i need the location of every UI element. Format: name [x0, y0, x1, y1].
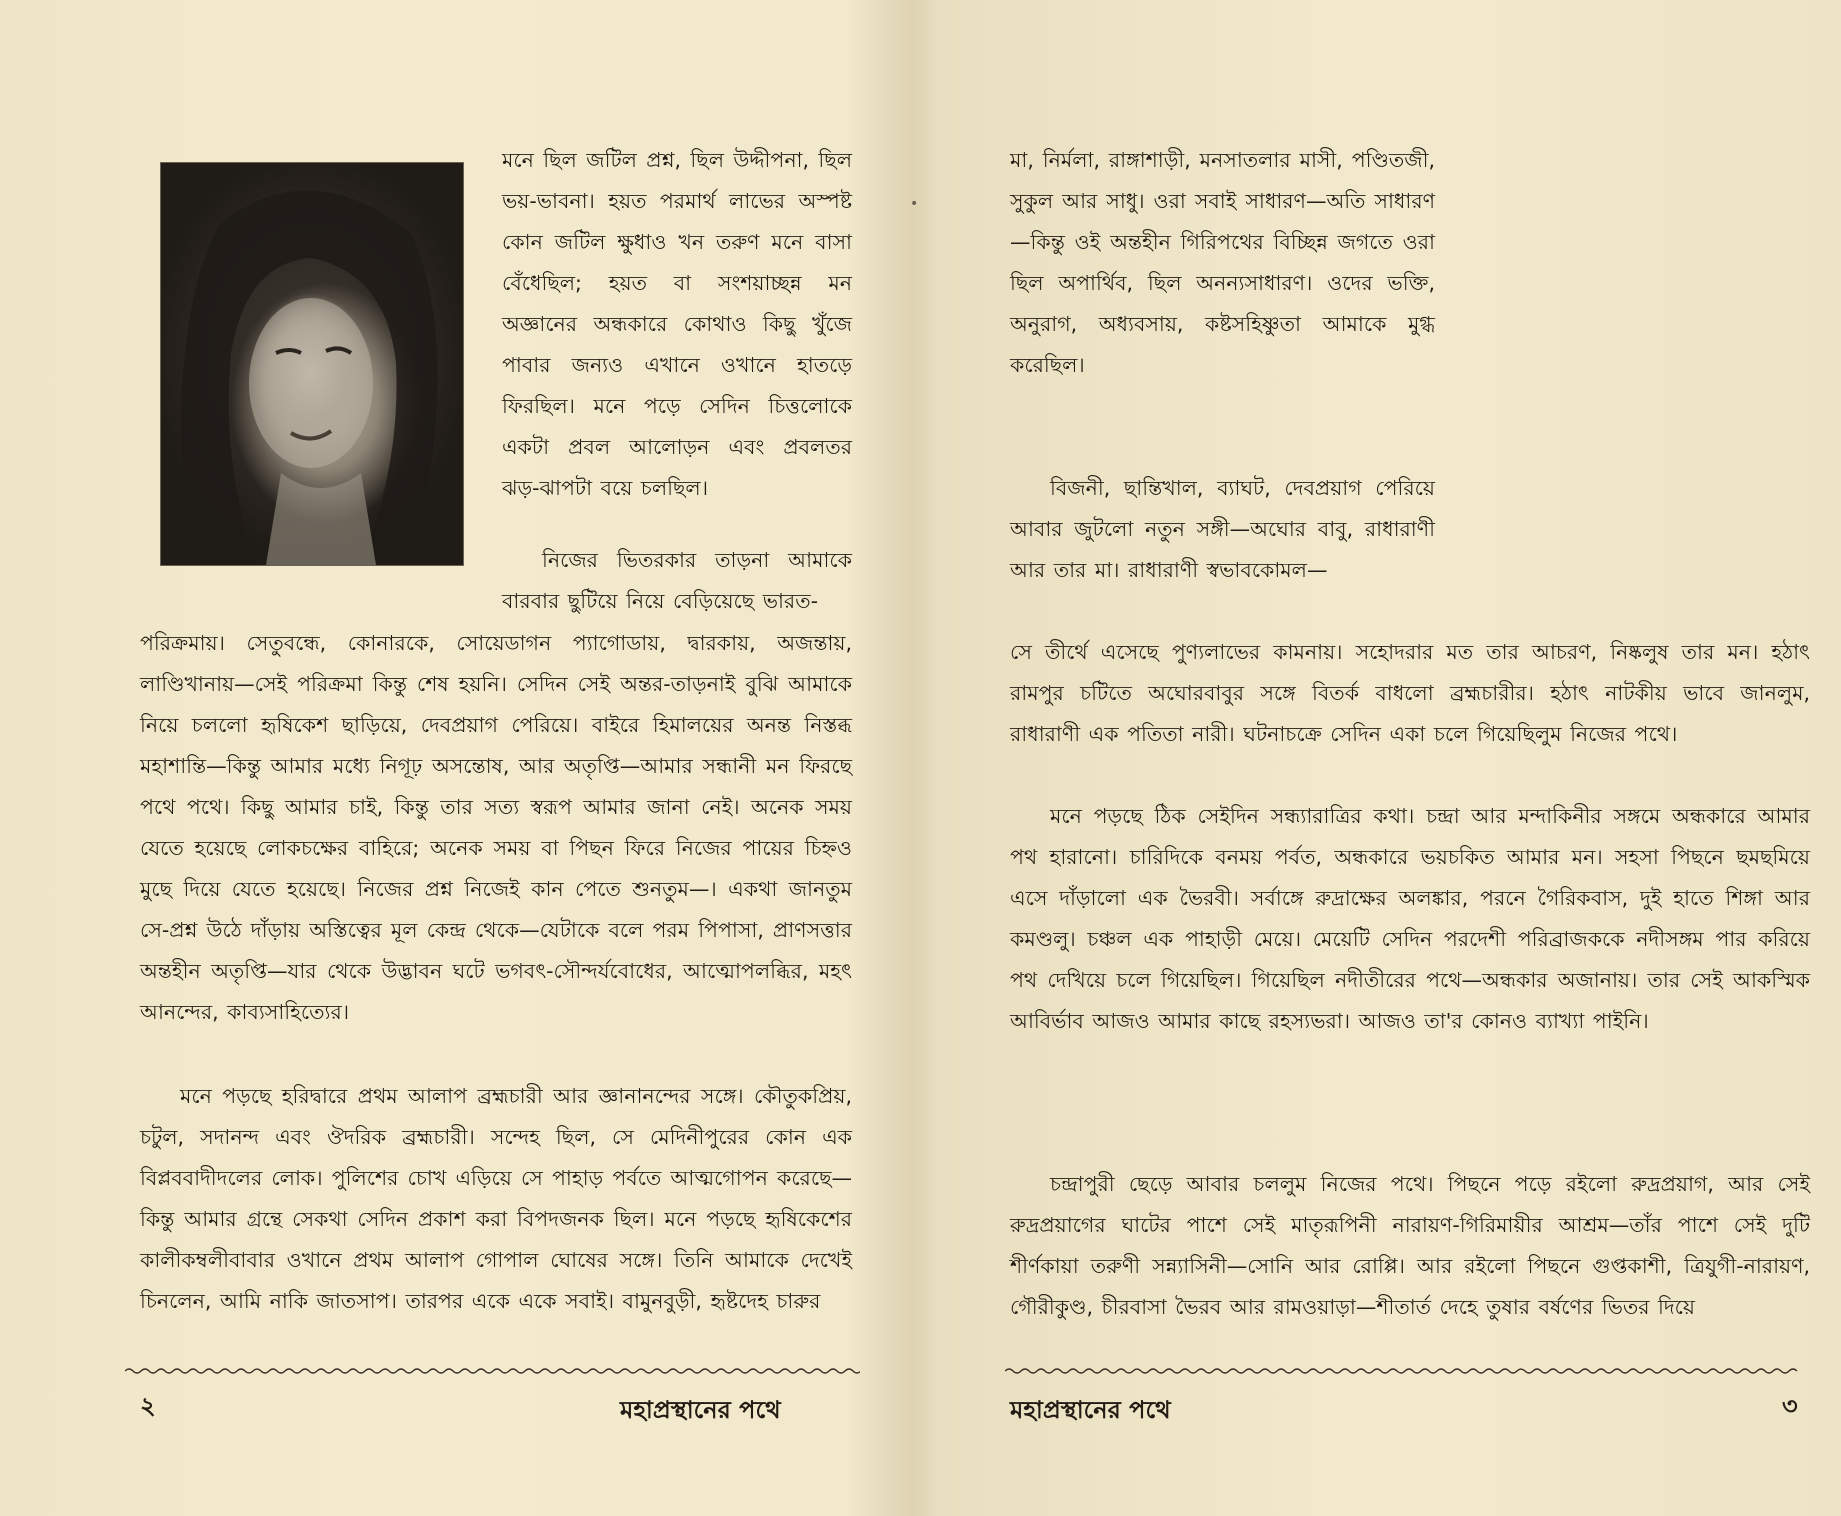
- wavy-divider: [125, 1366, 860, 1376]
- paragraph-journey-start: নিজের ভিতরকার তাড়না আমাকে বারবার ছুটিয়ে নিয়ে বেড়িয়েছে ভারত-: [502, 548, 852, 613]
- paragraph-companions-cont: মা, নির্মলা, রাঙ্গাশাড়ী, মনসাতলার মাসী, পণ্ডিতজী, সুকুল আর সাধু। ওরা সবাই সাধারণ—অতি সাধারণ—কিন্তু ওই অন্তহীন গিরিপথের বিচ্ছিন্ন জগতে ওরা ছিল অপার্থিব, ছিল অনন্যসাধারণ। ওদের ভক্তি, অনুরাগ, অধ্যবসায়, কষ্টসহিষ্ণুতা আমাকে মুগ্ধ করেছিল।: [1010, 148, 1435, 377]
- page-number-left: ২: [140, 1392, 156, 1420]
- portrait-illustration: [161, 163, 463, 565]
- paragraph-bhairavi: মনে পড়ছে ঠিক সেইদিন সন্ধ্যারাত্রির কথা। চন্দ্রা আর মন্দাকিনীর সঙ্গমে অন্ধকারে আমার পথ হারানো। চারিদিকে বনময় পর্বত, অন্ধকারে ভয়চকিত আমার মন। সহসা পিছনে ছমছমিয়ে এসে দাঁড়ালো এক ভৈরবী। সর্বাঙ্গে রুদ্রাক্ষের অলঙ্কার, পরনে গৈরিকবাস, দুই হাতে শিঙ্গা আর কমণ্ডলু। চঞ্চল এক পাহাড়ী মেয়ে। মেয়েটি সেদিন পরদেশী পরিব্রাজককে নদীসঙ্গম পার করিয়ে পথ দেখিয়ে চলে গিয়েছিল। গিয়েছিল নদীতীরের পথে—অন্ধকার অজানায়। তার সেই আকস্মিক আবির্ভাব আজও আমার কাছে রহস্যভরা। আজও তা'র কোনও ব্যাখ্যা পাইনি।: [1010, 804, 1810, 1033]
- binding-dot: •: [910, 196, 919, 212]
- running-title-left: মহাপ্রস্থানের পথে: [620, 1396, 781, 1424]
- paragraph-onward: চন্দ্রাপুরী ছেড়ে আবার চললুম নিজের পথে। পিছনে পড়ে রইলো রুদ্রপ্রয়াগ, আর সেই রুদ্রপ্রয়াগের ঘাটের পাশে সেই মাতৃরূপিনী নারায়ণ-গিরিমায়ীর আশ্রম—তাঁর পাশে সেই দুটি শীর্ণকায়া তরুণী সন্ন্যাসিনী—সোনি আর রোপ্পি। আর রইলো পিছনে গুপ্তকাশী, ত্রিযুগী-নারায়ণ, গৌরীকুণ্ড, চীরবাসা ভৈরব আর রামওয়াড়া—শীতার্ত দেহে তুষার বর্ষণের ভিতর দিয়ে: [1010, 1172, 1810, 1319]
- paragraph-companions: মনে পড়ছে হরিদ্বারে প্রথম আলাপ ব্রহ্মচারী আর জ্ঞানানন্দের সঙ্গে। কৌতুকপ্রিয়, চটুল, সদানন্দ এবং ঔদরিক ব্রহ্মচারী। সন্দেহ ছিল, সে মেদিনীপুরের কোন এক বিপ্লববাদীদলের লোক। পুলিশের চোখ এড়িয়ে সে পাহাড় পর্বতে আত্মগোপন করেছে—কিন্তু আমার গ্রন্থে সেকথা সেদিন প্রকাশ করা বিপদজনক ছিল। মনে পড়ছে হৃষিকেশের কালীকম্বলীবাবার ওখানে প্রথম আলাপ গোপাল ঘোষের সঙ্গে। তিনি আমাকে দেখেই চিনলেন, আমি নাকি জাতসাপ। তারপর একে একে সবাই। বামুনবুড়ী, হৃষ্টদেহ চারুর: [140, 1084, 852, 1313]
- paragraph-intro: মনে ছিল জটিল প্রশ্ন, ছিল উদ্দীপনা, ছিল ভয়-ভাবনা। হয়ত পরমার্থ লাভের অস্পষ্ট কোন জটিল ক্ষুধাও খন তরুণ মনে বাসা বেঁধেছিল; হয়ত বা সংশয়াচ্ছন্ন মন অজ্ঞানের অন্ধকারে কোথাও কিছু খুঁজে পাবার জন্যও এখানে ওখানে হাতড়ে ফিরছিল। মনে পড়ে সেদিন চিত্তলোকে একটা প্রবল আলোড়ন এবং প্রবলতর ঝড়-ঝাপটা বয়ে চলছিল।: [502, 148, 852, 500]
- running-title-right: মহাপ্রস্থানের পথে: [1010, 1396, 1171, 1424]
- paragraph-radharani: সে তীর্থে এসেছে পুণ্যলাভের কামনায়। সহোদরার মত তার আচরণ, নিষ্কলুষ তার মন। হঠাৎ রামপুর চটিতে অঘোরবাবুর সঙ্গে বিতর্ক বাধলো ব্রহ্মচারীর। হঠাৎ নাটকীয় ভাবে জানলুম, রাধারাণী এক পতিতা নারী। ঘটনাচক্রে সেদিন একা চলে গিয়েছিলুম নিজের পথে।: [1010, 640, 1810, 746]
- page-number-right: ৩: [1782, 1392, 1798, 1420]
- right-page: [930, 0, 1841, 1516]
- left-page: [0, 0, 920, 1516]
- wavy-divider: [1005, 1366, 1803, 1376]
- paragraph-journey: পরিক্রমায়। সেতুবন্ধে, কোনারকে, সোয়েডাগন প্যাগোডায়, দ্বারকায়, অজন্তায়, লাণ্ডিখানায়—সেই পরিক্রমা কিন্তু শেষ হয়নি। সেদিন সেই অন্তর-তাড়নাই বুঝি আমাকে নিয়ে চললো হৃষিকেশ ছাড়িয়ে, দেবপ্রয়াগ পেরিয়ে। বাইরে হিমালয়ের অনন্ত নিস্তব্ধ মহাশান্তি—কিন্তু আমার মধ্যে নিগূঢ় অসন্তোষ, আর অতৃপ্তি—আমার সন্ধানী মন ফিরছে পথে পথে। কিছু আমার চাই, কিন্তু তার সত্য স্বরূপ আমার জানা নেই। অনেক সময় যেতে হয়েছে লোকচক্ষের বাহিরে; অনেক সময় বা পিছন ফিরে নিজের পায়ের চিহ্নও মুছে দিয়ে যেতে হয়েছে। নিজের প্রশ্ন নিজেই কান পেতে শুনতুম—। একথা জানতুম সে-প্রশ্ন উঠে দাঁড়ায় অস্তিত্বের মূল কেন্দ্র থেকে—যেটাকে বলে পরম পিপাসা, প্রাণসত্তার অন্তহীন অতৃপ্তি—যার থেকে উদ্ভাবন ঘটে ভগবৎ-সৌন্দর্যবোধের, আত্মোপলব্ধির, মহৎ আনন্দের, কাব্যসাহিত্যের।: [140, 631, 852, 1024]
- portrait-photo: [160, 162, 464, 566]
- paragraph-new-companions: বিজনী, ছান্তিখাল, ব্যাঘট, দেবপ্রয়াগ পেরিয়ে আবার জুটলো নতুন সঙ্গী—অঘোর বাবু, রাধারাণী আর তার মা। রাধারাণী স্বভাবকোমল—: [1010, 476, 1435, 582]
